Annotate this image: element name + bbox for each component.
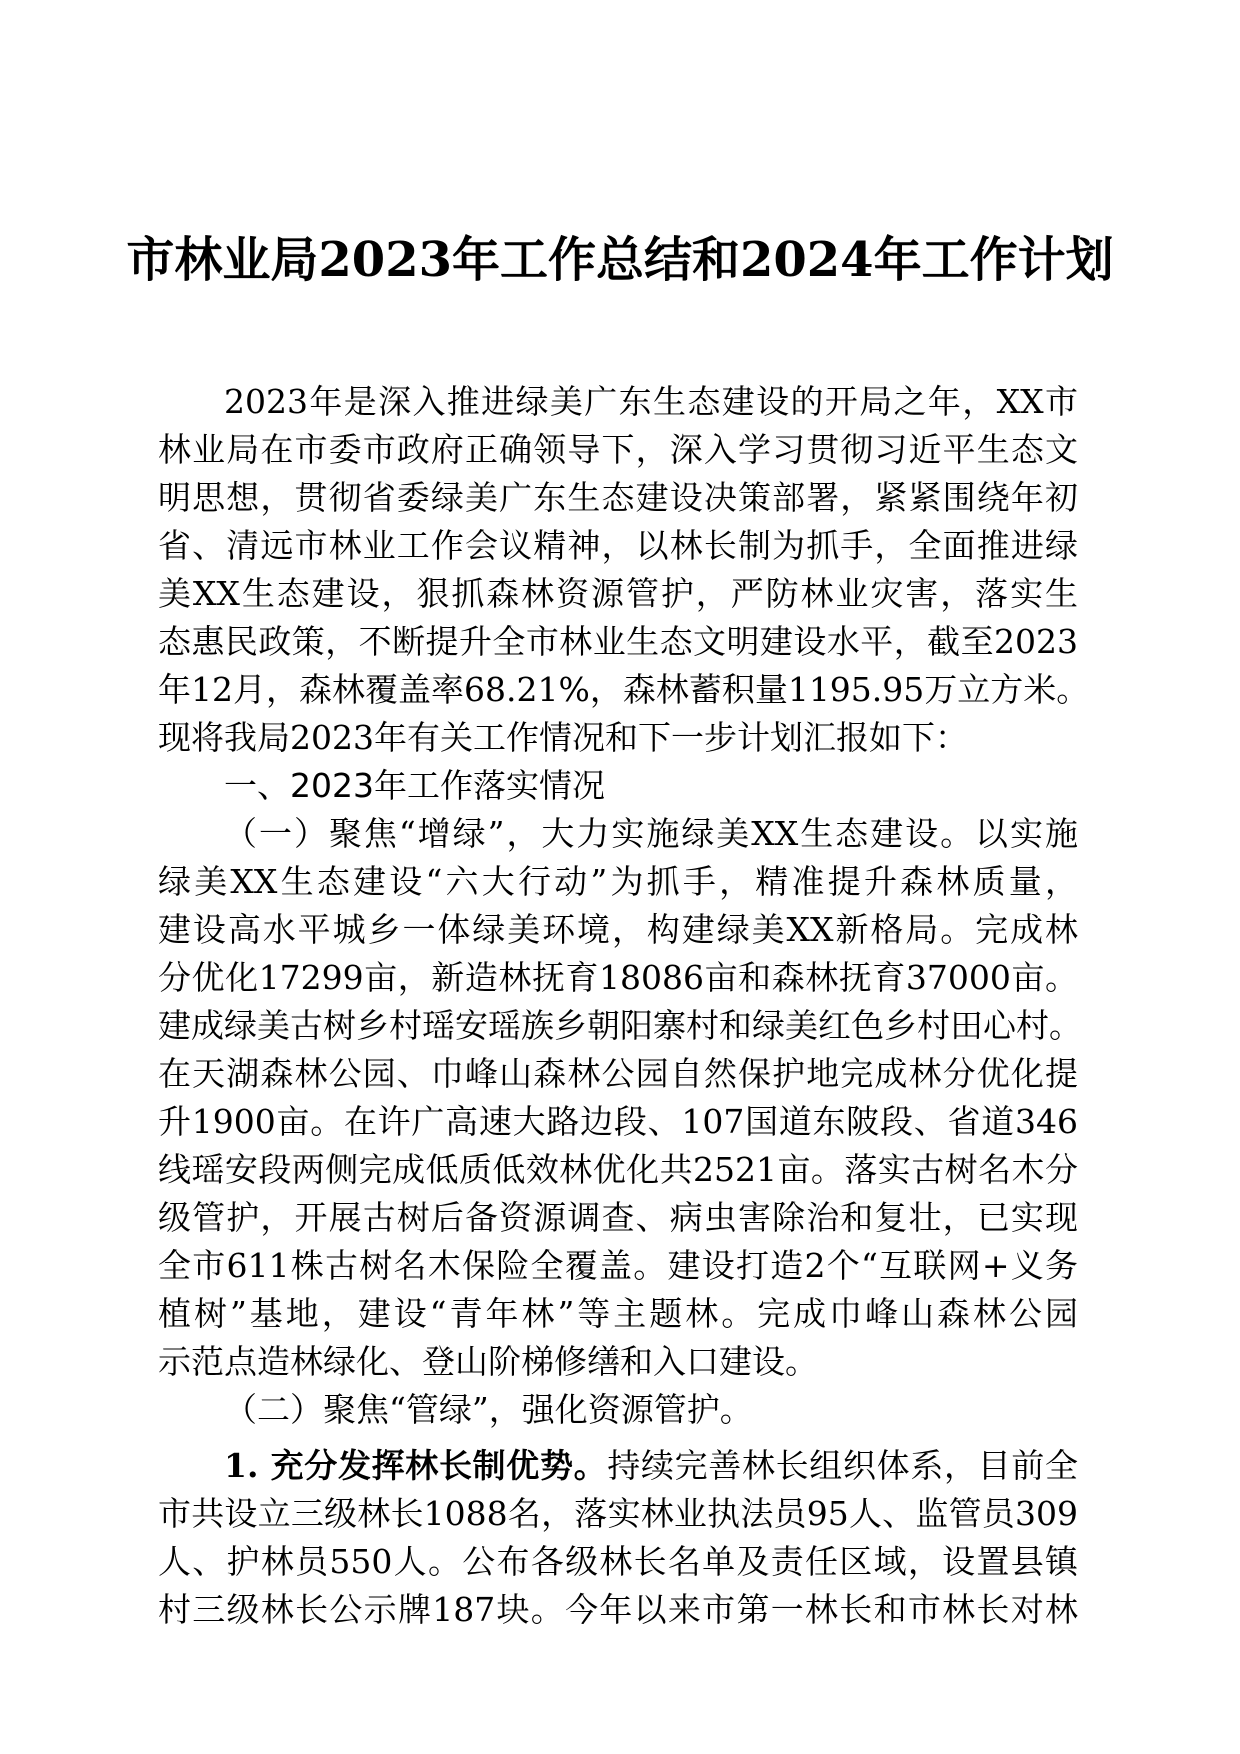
item-line: 人、护林员550人。公布各级林长名单及责任区域，设置县镇 [158,1542,1078,1581]
intro-line: 明思想，贯彻省委绿美广东生态建设决策部署，紧紧围绕年初 [158,478,1078,517]
item-line [158,1442,1078,1490]
document-body [158,378,1090,1634]
subsection-line: 级管护，开展古树后备资源调查、病虫害除治和复壮，已实现 [158,1198,1078,1237]
subsection-line: 植树”基地，建设“青年林”等主题林。完成巾峰山森林公园 [158,1294,1078,1333]
subsection-line: 线瑶安段两侧完成低质低效林优化共2521亩。落实古树名木分 [158,1150,1078,1189]
subsection-line: （一）聚焦“增绿”，大力实施绿美XX生态建设。以实施 [224,814,1078,853]
item-line: 市共设立三级林长1088名，落实林业执法员95人、监管员309 [158,1494,1078,1533]
subsection-heading: （二）聚焦“管绿”，强化资源管护。 [224,1390,753,1429]
spacer [158,1434,1078,1442]
subsection-line: 建成绿美古树乡村瑶安瑶族乡朝阳寨村和绿美红色乡村田心村。 [158,1006,1082,1045]
item-text: 持续完善林长组织体系，目前全 [607,1446,1078,1485]
intro-line: 年12月，森林覆盖率68.21%，森林蓄积量1195.95万立方米。 [158,670,1090,709]
subsection-line: 示范点造林绿化、登山阶梯修缮和入口建设。 [158,1342,818,1381]
intro-line: 省、清远市林业工作会议精神，以林长制为抓手，全面推进绿 [158,526,1078,565]
intro-line: 林业局在市委市政府正确领导下，深入学习贯彻习近平生态文 [158,430,1078,469]
intro-line: 态惠民政策，不断提升全市林业生态文明建设水平，截至2023 [158,622,1078,661]
subsection-line: 绿美XX生态建设“六大行动”为抓手，精准提升森林质量， [158,862,1078,901]
item-line: 村三级林长公示牌187块。今年以来市第一林长和市林长对林 [158,1590,1078,1629]
intro-line: 美XX生态建设，狠抓森林资源管护，严防林业灾害，落实生 [158,574,1078,613]
item-heading: 1. 充分发挥林长制优势。 [224,1446,608,1485]
subsection-line: 全市611株古树名木保险全覆盖。建设打造2个“互联网+义务 [158,1246,1078,1285]
document-title: 市林业局2023年工作总结和2024年工作计划 [126,232,1114,288]
subsection-line: 建设高水平城乡一体绿美环境，构建绿美XX新格局。完成林 [158,910,1078,949]
intro-line: 2023年是深入推进绿美广东生态建设的开局之年，XX市 [224,382,1078,421]
section-heading: 一、2023年工作落实情况 [224,766,605,805]
subsection-line: 分优化17299亩，新造林抚育18086亩和森林抚育37000亩。 [158,958,1078,997]
subsection-line: 升1900亩。在许广高速大路边段、107国道东陂段、省道346 [158,1102,1078,1141]
subsection-line: 在天湖森林公园、巾峰山森林公园自然保护地完成林分优化提 [158,1054,1078,1093]
intro-line: 现将我局2023年有关工作情况和下一步计划汇报如下： [158,718,968,757]
